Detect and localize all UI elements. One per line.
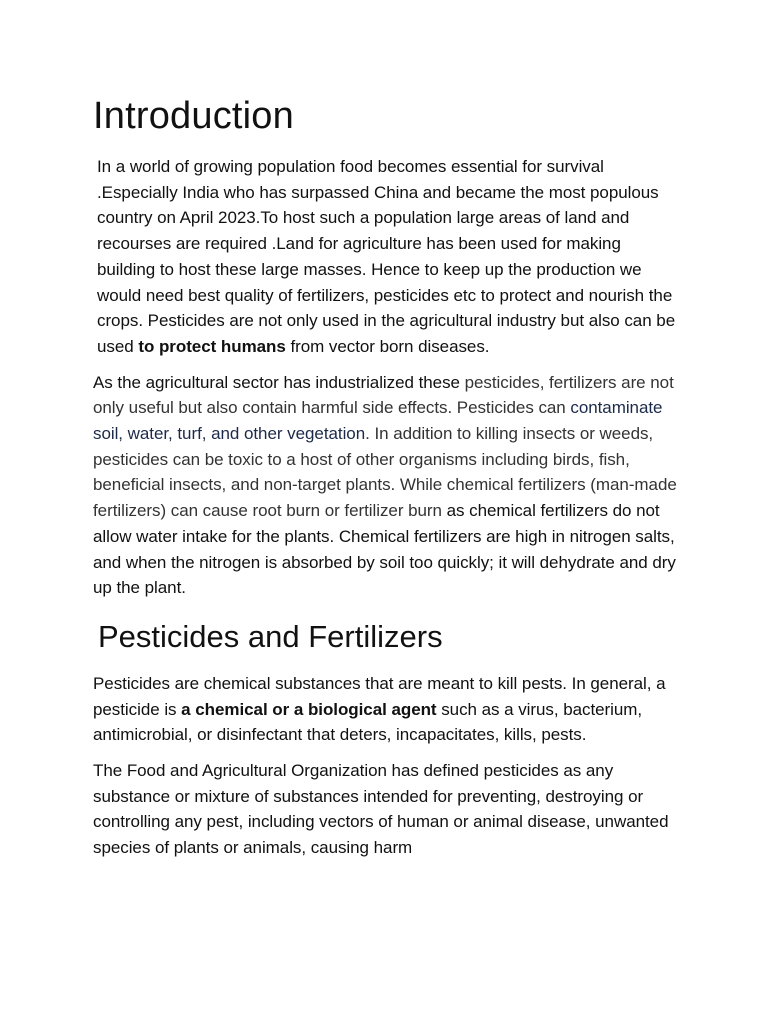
introduction-paragraph-2-part1: As the agricultural sector has industrialized these	[93, 372, 465, 392]
pesticides-paragraph-1-bold: a chemical or a biological agent	[181, 699, 437, 719]
introduction-paragraph-1-bold: to protect humans	[138, 336, 286, 356]
introduction-paragraph-2-part2: pesticides, fertilizers are not only useful but also contain harmful side effects. Pesticides can	[93, 372, 674, 418]
pesticides-paragraph-1-text: Pesticides are chemical substances that are meant to kill pests. In general, a pesticide is	[93, 673, 666, 719]
introduction-paragraph-2-part4: . In addition to killing insects or weeds, pesticides can be toxic to a host of other organisms including birds, fish, beneficial insects, and non-target plants. While chemical fertilizers (man-made fertilizers) can cause root burn or fertilizer burn	[93, 424, 677, 521]
introduction-paragraph-2-part3: contaminate soil, water, turf, and other vegetation	[93, 398, 663, 444]
introduction-paragraph-1	[93, 154, 678, 360]
introduction-heading: Introduction	[93, 95, 294, 137]
pesticides-paragraph-2: The Food and Agricultural Organization has defined pesticides as any substance or mixture of substances intended for preventing, destroying or controlling any pest, including vectors of human or animal disease, unwanted species of plants or animals, causing harm	[93, 761, 669, 858]
introduction-paragraph-1-text: In a world of growing population food becomes essential for survival .Especially India who has surpassed China and became the most populous country on April 2023.To host such a population large areas of land and recourses are required .Land for agriculture has been used for making building to host these large masses. Hence to keep up the production we would need best quality of fertilizers, pesticides etc to protect and nourish the crops. Pesticides are not only used in the agricultural industry but also can be used	[97, 157, 676, 356]
pesticides-paragraph-1-tail: such as a virus, bacterium, antimicrobial, or disinfectant that deters, incapacitates, kills, pests.	[93, 699, 643, 745]
pesticides-heading: Pesticides and Fertilizers	[98, 618, 443, 654]
document-page	[93, 88, 678, 871]
pesticides-paragraph-1	[93, 671, 678, 748]
introduction-paragraph-2	[93, 370, 678, 601]
introduction-paragraph-1-tail: from vector born diseases.	[285, 336, 490, 356]
introduction-paragraph-2-part5: as chemical fertilizers do not allow water intake for the plants. Chemical fertilizers are high in nitrogen salts, and when the nitrogen is absorbed by soil too quickly; it will dehydrate and dry up the plant.	[93, 501, 676, 598]
